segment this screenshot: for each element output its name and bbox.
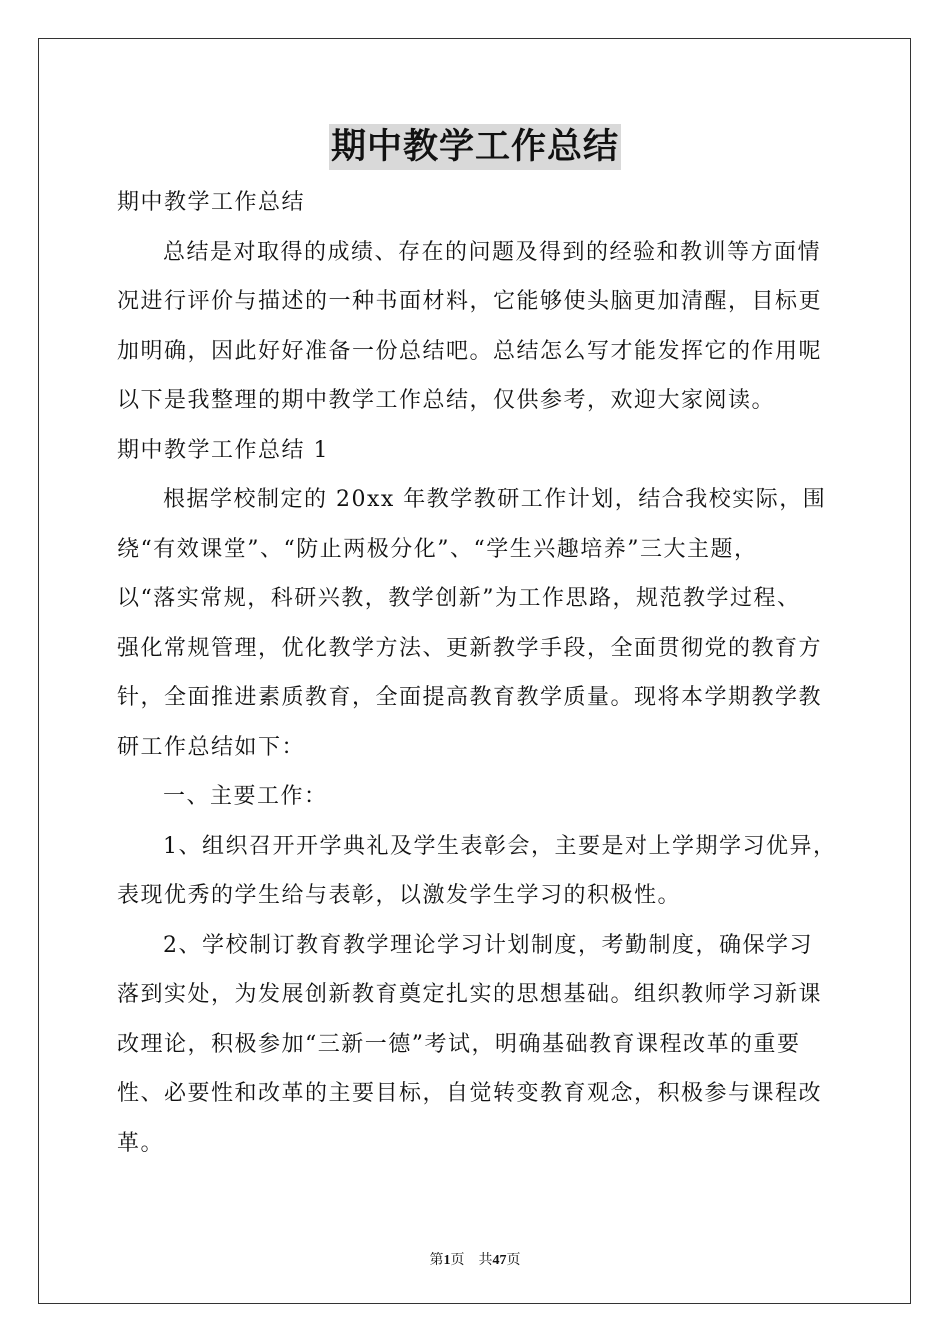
text-line: 改理论，积极参加“三新一德”考试，明确基础教育课程改革的重要 [117,1031,801,1057]
document-title: 期中教学工作总结 [329,124,621,170]
text-line: 革。 [117,1130,165,1156]
total-pages: 47 [492,1253,507,1268]
text-line: 研工作总结如下： [117,734,306,760]
text-line: 针，全面推进素质教育，全面提高教育教学质量。现将本学期教学教 [117,685,823,710]
page-suffix: 页 [450,1253,465,1268]
text-line: 性、必要性和改革的主要目标，自觉转变教育观念，积极参与课程改 [117,1081,823,1106]
text-line: 一、主要工作： [163,784,328,809]
text-line: 落到实处，为发展创新教育奠定扎实的思想基础。组织教师学习新课 [117,982,823,1007]
text-line: 绕“有效课堂”、“防止两极分化”、“学生兴趣培养”三大主题， [117,536,758,562]
title-container [0,124,950,170]
text-line: 期中教学工作总结 1 [117,437,329,463]
total-suffix: 页 [506,1253,521,1268]
text-line: 根据学校制定的 20xx 年教学教研工作计划，结合我校实际，围 [163,487,827,512]
page-footer [0,1249,950,1269]
text-line: 以“落实常规，科研兴教，教学创新”为工作思路，规范教学过程、 [117,586,801,611]
text-line: 加明确，因此好好准备一份总结吧。总结怎么写才能发挥它的作用呢 [117,338,823,364]
text-line: 况进行评价与描述的一种书面材料，它能够使头脑更加清醒，目标更 [117,289,823,314]
text-line: 以下是我整理的期中教学工作总结，仅供参考，欢迎大家阅读。 [117,388,776,413]
total-prefix: 共 [478,1253,493,1268]
text-line: 强化常规管理，优化教学方法、更新教学手段，全面贯彻党的教育方 [117,635,823,661]
document-body [117,178,837,1168]
page-number: 1 [443,1253,451,1268]
text-line: 1、组织召开开学典礼及学生表彰会，主要是对上学期学习优异， [163,833,837,859]
page-prefix: 第 [429,1253,444,1268]
text-line: 表现优秀的学生给与表彰，以激发学生学习的积极性。 [117,883,682,908]
text-line: 2、学校制订教育教学理论学习计划制度，考勤制度，确保学习 [163,932,813,958]
text-line: 总结是对取得的成绩、存在的问题及得到的经验和教训等方面情 [163,239,822,265]
text-line: 期中教学工作总结 [117,190,306,215]
